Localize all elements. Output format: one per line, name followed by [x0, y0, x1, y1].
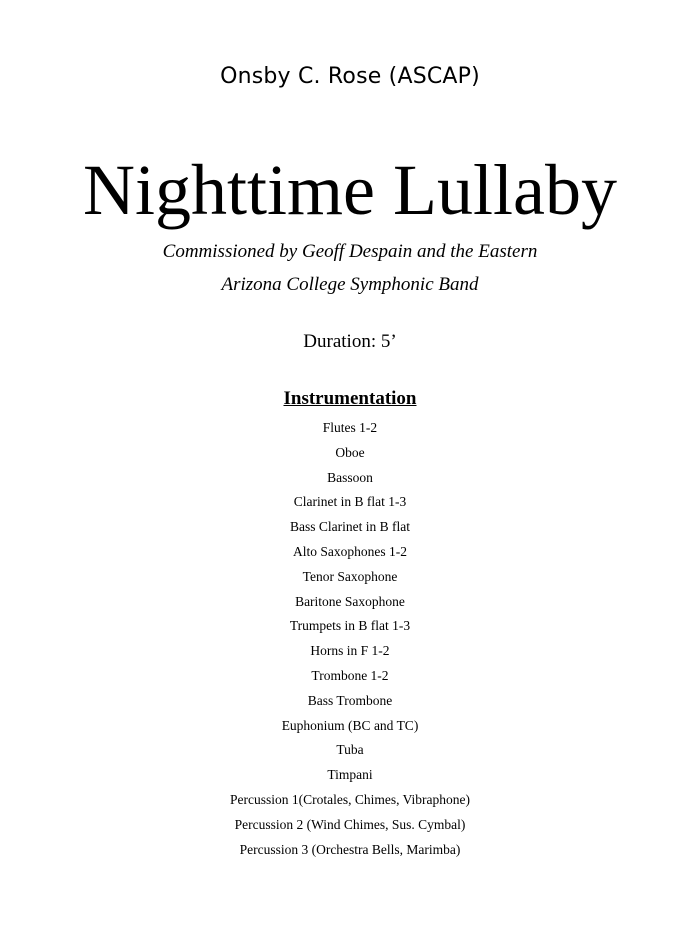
instrument-item: Percussion 2 (Wind Chimes, Sus. Cymbal)	[234, 816, 466, 832]
instrument-item: Trumpets in B flat 1-3	[289, 618, 411, 634]
duration: Duration: 5’	[303, 331, 397, 352]
commission-line-2: Arizona College Symphonic Band	[221, 274, 479, 295]
instrument-item: Euphonium (BC and TC)	[281, 717, 419, 733]
instrument-item: Tenor Saxophone	[302, 568, 398, 584]
instrument-item: Bass Trombone	[307, 692, 393, 708]
commission-line-1: Commissioned by Geoff Despain and the Eastern	[162, 241, 538, 262]
instrument-item: Trombone 1-2	[311, 667, 389, 683]
instrument-item: Flutes 1-2	[322, 420, 378, 435]
piece-title: Nighttime Lullaby	[83, 150, 617, 230]
instrument-item: Timpani	[327, 767, 373, 783]
instrument-item: Alto Saxophones 1-2	[293, 543, 407, 559]
instrumentation-heading: Instrumentation	[283, 388, 417, 409]
instrument-item: Bass Clarinet in B flat	[290, 519, 410, 535]
instrument-item: Oboe	[335, 444, 365, 460]
instrument-item: Percussion 3 (Orchestra Bells, Marimba)	[239, 841, 461, 857]
instrumentation-list	[0, 418, 700, 864]
instrument-item: Baritone Saxophone	[295, 593, 405, 609]
instrument-item: Percussion 1(Crotales, Chimes, Vibraphone)	[229, 791, 471, 807]
instrument-item: Horns in F 1-2	[310, 643, 390, 659]
composer-credit: Onsby C. Rose (ASCAP)	[220, 64, 480, 89]
instrument-item: Tuba	[336, 742, 364, 758]
instrument-item: Bassoon	[327, 469, 373, 485]
instrument-item: Clarinet in B flat 1-3	[293, 494, 407, 510]
